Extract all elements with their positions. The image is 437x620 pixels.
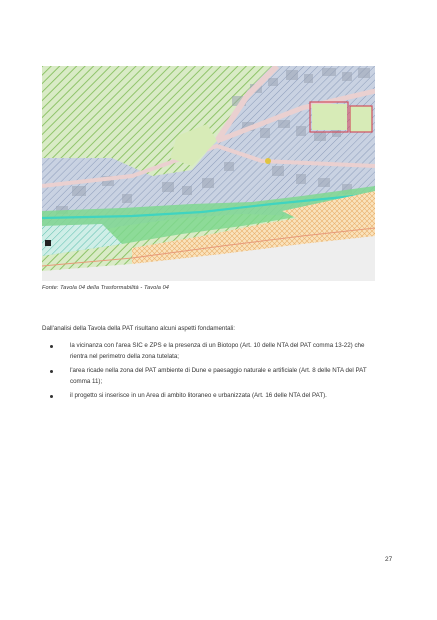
list-item — [50, 391, 380, 402]
bullet-icon — [50, 395, 53, 398]
map-figure — [42, 66, 375, 281]
list-item-text: il progetto si inserisce in un Area di ambito litoraneo e urbanizzata (Art. 16 delle NTA del PAT). — [70, 392, 327, 400]
bullet-icon — [50, 370, 53, 373]
figure-caption: Fonte: Tavola 04 della Trasformabilità - Tavola 04 — [42, 285, 169, 291]
bullet-icon — [50, 345, 53, 348]
list-item — [50, 366, 380, 388]
intro-paragraph: Dall'analisi della Tavola della PAT risultano alcuni aspetti fondamentali: — [42, 325, 235, 332]
list-item-text: la vicinanza con l'area SIC e ZPS e la presenza di un Biotopo (Art. 10 delle NTA del PAT comma 13-22) che rientra nel perimetro della zona tutelata; — [70, 342, 365, 360]
bullet-list — [50, 341, 380, 405]
page-number: 27 — [385, 556, 393, 563]
list-item-text: l'area ricade nella zona del PAT ambiente di Dune e paesaggio naturale e artificiale (Art. 8 delle NTA del PAT comma 11); — [70, 367, 367, 385]
list-item — [50, 341, 380, 363]
